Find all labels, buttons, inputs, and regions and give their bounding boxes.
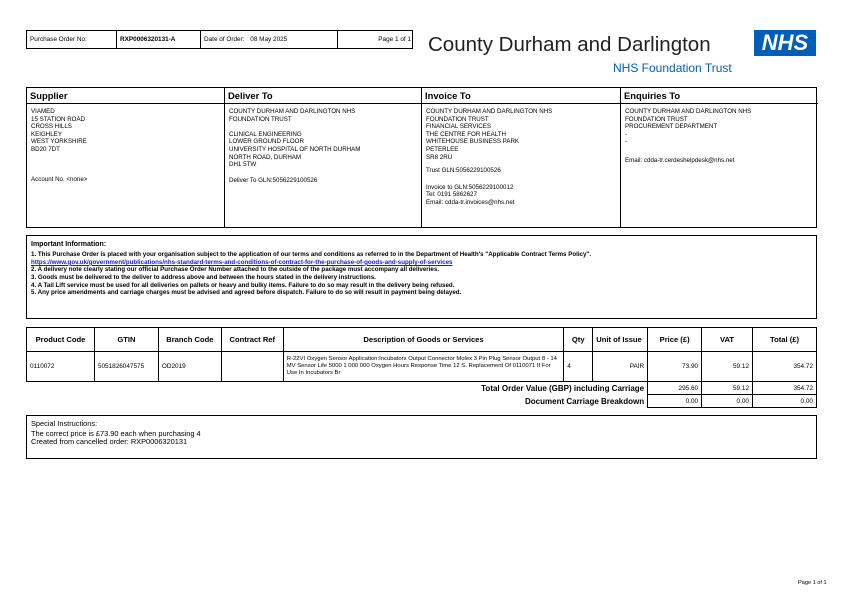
carriage-price: 0.00 bbox=[648, 395, 702, 408]
invoice-to-line: COUNTY DURHAM AND DARLINGTON NHS bbox=[426, 108, 553, 115]
supplier-heading: Supplier bbox=[27, 88, 224, 104]
totals-vat: 59.12 bbox=[702, 382, 753, 395]
totals-row bbox=[27, 382, 817, 395]
order-header-bar bbox=[26, 30, 413, 49]
enquiries-to-heading: Enquiries To bbox=[621, 88, 818, 104]
cell-total: 354.72 bbox=[753, 352, 817, 382]
col-qty: Qty bbox=[564, 328, 593, 352]
special-instructions bbox=[26, 415, 817, 459]
table-header-row bbox=[27, 328, 817, 352]
carriage-total: 0.00 bbox=[753, 395, 817, 408]
enquiries-to-column bbox=[621, 88, 818, 227]
enquiries-line: FOUNDATION TRUST bbox=[625, 115, 688, 123]
nhs-logo: NHS bbox=[754, 30, 816, 56]
invoice-to-line: WHITEHOUSE BUSINESS PARK bbox=[426, 138, 520, 146]
order-date-label: Date of Order: bbox=[204, 36, 245, 43]
supplier-line: WEST YORKSHIRE bbox=[31, 138, 87, 146]
col-vat: VAT bbox=[702, 328, 753, 352]
trust-subtitle: NHS Foundation Trust bbox=[613, 61, 732, 75]
important-item: 5. Any price amendments and carriage charges must be advised and agreed before dispatch. Failure to do so will result in payment being delayed. bbox=[31, 289, 462, 297]
table-row bbox=[27, 352, 817, 382]
deliver-to-line: LOWER GROUND FLOOR bbox=[229, 138, 304, 146]
deliver-to-line: CLINICAL ENGINEERING bbox=[229, 130, 302, 138]
po-number-cell bbox=[27, 31, 117, 48]
supplier-line: KEIGHLEY bbox=[31, 130, 62, 138]
invoice-to-line: SR8 2RU bbox=[426, 153, 453, 161]
po-number-label: Purchase Order No: bbox=[30, 36, 87, 43]
col-price: Price (£) bbox=[648, 328, 702, 352]
order-date-value: 08 May 2025 bbox=[250, 36, 288, 43]
important-item: 1. This Purchase Order is placed with your organisation subject to the application of our terms and conditions as referred to in the Department of Health's "Applicable Contract Terms Policy". bbox=[31, 251, 592, 259]
supplier-line: VIAMED bbox=[31, 108, 55, 115]
carriage-label: Document Carriage Breakdown bbox=[27, 395, 648, 408]
deliver-to-details bbox=[225, 104, 421, 184]
col-description: Description of Goods or Services bbox=[283, 328, 564, 352]
cell-gtin: 5051826047575 bbox=[94, 352, 158, 382]
col-gtin: GTIN bbox=[94, 328, 158, 352]
cell-description: R-22VI Oxygen Sensor Application:Incubators Output Connector Molex 3 Pin Plug Sensor Output 8 - 14 MV Sensor Life 5000 1 000 000 Oxygen Hours Response Time 12 S. Replacement Of 0110071 If For Use In Incubators Br bbox=[283, 352, 564, 382]
col-unit-of-issue: Unit of Issue bbox=[593, 328, 648, 352]
special-line: Created from cancelled order: RXP0006320131 bbox=[31, 437, 188, 447]
deliver-to-line: FOUNDATION TRUST bbox=[229, 115, 292, 123]
supplier-line: BD20 7DT bbox=[31, 145, 60, 153]
cell-price: 73.90 bbox=[648, 352, 702, 382]
enquiries-line: - bbox=[625, 130, 628, 138]
cell-product-code: 0110072 bbox=[27, 352, 95, 382]
enquiries-to-details bbox=[621, 104, 818, 165]
special-line: The correct price is £73.90 each when purchasing 4 bbox=[31, 429, 201, 439]
page-number-cell bbox=[338, 31, 414, 48]
cell-unit: PAIR bbox=[593, 352, 648, 382]
po-number-value: RXP0006320131-A bbox=[120, 36, 176, 43]
carriage-vat: 0.00 bbox=[702, 395, 753, 408]
enquiries-email: Email: cdda-tr.cerdeshelpdesk@nhs.net bbox=[625, 156, 735, 164]
po-number-value-cell bbox=[117, 31, 201, 48]
important-information bbox=[26, 235, 817, 319]
totals-total: 354.72 bbox=[753, 382, 817, 395]
terms-link[interactable]: https://www.gov.uk/government/publications/nhs-standard-terms-and-conditions-of-contract-for-the-purchase-of-goods-and-supply-of-services bbox=[31, 258, 453, 266]
important-item: 3. Goods must be delivered to the deliver to address above and between the hours stated in the delivery instructions. bbox=[31, 273, 376, 281]
totals-price: 295.60 bbox=[648, 382, 702, 395]
deliver-to-line: DH1 5TW bbox=[229, 161, 257, 169]
supplier-details bbox=[27, 104, 224, 183]
col-total: Total (£) bbox=[753, 328, 817, 352]
invoice-to-line: FOUNDATION TRUST bbox=[426, 115, 489, 123]
trust-gln: Trust GLN:5056229100526 bbox=[426, 167, 501, 175]
enquiries-line: PROCUREMENT DEPARTMENT bbox=[625, 123, 718, 131]
cell-contract-ref bbox=[221, 352, 283, 382]
supplier-line: 15 STATION ROAD bbox=[31, 115, 86, 123]
carriage-row bbox=[27, 395, 817, 408]
invoice-email: Email: cdda-tr.invoices@nhs.net bbox=[426, 198, 515, 206]
supplier-account: Account No. <none> bbox=[31, 175, 88, 183]
supplier-column bbox=[27, 88, 225, 227]
invoice-gln: Invoice to GLN:5056229100012 bbox=[426, 183, 514, 191]
col-product-code: Product Code bbox=[27, 328, 95, 352]
deliver-to-line bbox=[229, 123, 417, 131]
order-date-cell bbox=[201, 31, 338, 48]
enquiries-line: COUNTY DURHAM AND DARLINGTON NHS bbox=[625, 108, 752, 115]
important-item: 4. A Tail Lift service must be used for all deliveries on pallets or heavy and bulky items. Failure to do so may result in the delivery being refused. bbox=[31, 281, 455, 289]
deliver-to-line: UNIVERSITY HOSPITAL OF NORTH DURHAM bbox=[229, 145, 361, 153]
invoice-to-details bbox=[422, 104, 620, 207]
footer-page-number: Page 1 of 1 bbox=[798, 580, 827, 586]
important-item: 2. A delivery note clearly stating our official Purchase Order Number attached to the outside of the package must accompany all deliveries. bbox=[31, 266, 440, 274]
deliver-to-line: COUNTY DURHAM AND DARLINGTON NHS bbox=[229, 108, 356, 115]
special-title: Special Instructions: bbox=[31, 419, 98, 428]
order-items-table bbox=[26, 327, 817, 408]
invoice-to-heading: Invoice To bbox=[422, 88, 620, 104]
invoice-to-column bbox=[422, 88, 621, 227]
invoice-tel: Tel: 0191 5862627 bbox=[426, 191, 477, 199]
deliver-to-column bbox=[225, 88, 422, 227]
deliver-to-heading: Deliver To bbox=[225, 88, 421, 104]
important-title: Important Information: bbox=[31, 241, 107, 248]
totals-label: Total Order Value (GBP) including Carriage bbox=[27, 382, 648, 395]
deliver-to-gln: Deliver To GLN:5056229100526 bbox=[229, 176, 318, 184]
trust-name: County Durham and Darlington bbox=[428, 33, 711, 56]
col-contract-ref: Contract Ref bbox=[221, 328, 283, 352]
invoice-to-line: FINANCIAL SERVICES bbox=[426, 123, 491, 131]
deliver-to-line: NORTH ROAD, DURHAM bbox=[229, 153, 302, 161]
cell-qty: 4 bbox=[564, 352, 593, 382]
cell-branch-code: OD2019 bbox=[158, 352, 221, 382]
col-branch-code: Branch Code bbox=[158, 328, 221, 352]
invoice-to-line: PETERLEE bbox=[426, 145, 459, 153]
page-number: Page 1 of 1 bbox=[378, 36, 411, 43]
enquiries-line: - bbox=[625, 138, 628, 146]
parties-block bbox=[26, 87, 817, 228]
invoice-to-line: THE CENTRE FOR HEALTH bbox=[426, 130, 506, 138]
cell-vat: 59.12 bbox=[702, 352, 753, 382]
supplier-line: CROSS HILLS bbox=[31, 123, 72, 131]
